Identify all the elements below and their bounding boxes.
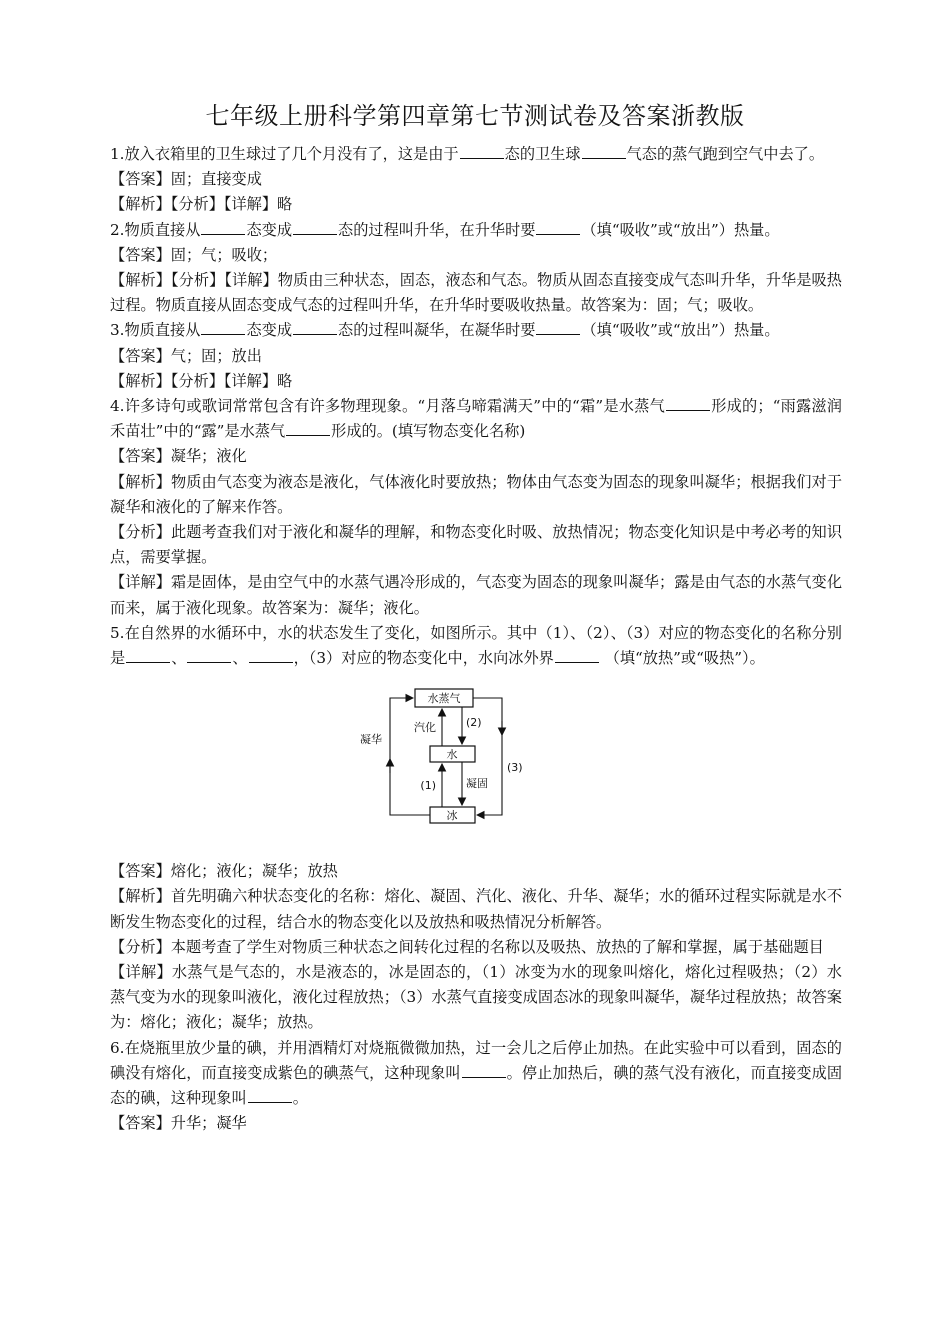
q5-answer: 【答案】熔化；液化；凝华；放热 — [110, 862, 338, 881]
q5-fenxi: 【分析】本题考查了学生对物质三种状态之间转化过程的名称以及吸热、放热的了解和掌握，属于基础题目 — [110, 937, 824, 956]
answer-blank — [462, 1062, 506, 1078]
q1-analysis: 【解析】【分析】【详解】略 — [110, 195, 293, 214]
q2-text: 态的过程叫升华，在升华时要 — [338, 220, 536, 239]
question-3 — [110, 318, 842, 343]
q6-text: 6.在烧瓶里放少量的碘，并用酒精灯对烧瓶微微加热，过一会儿之后停止加热。在此实验中可以看到，固态的碘没有熔化，而直接变成紫色的碘蒸气，这种现象叫 — [110, 1038, 842, 1082]
answer-blank — [460, 143, 504, 159]
q2-text: 2.物质直接从 — [110, 220, 201, 239]
water-cycle-figure — [350, 681, 580, 851]
answer-blank — [201, 219, 245, 235]
question-5 — [110, 621, 842, 671]
q6-text: 。 — [292, 1089, 308, 1108]
q1-text: 1.放入衣箱里的卫生球过了几个月没有了，这是由于 — [110, 145, 459, 163]
answer-blank — [187, 647, 231, 663]
q2-text: 态变成 — [246, 220, 292, 239]
vaporize-label: 汽化 — [414, 721, 436, 735]
q4-text: 形成的。(填写物态变化名称) — [331, 422, 526, 441]
question-6 — [110, 1036, 842, 1112]
answer-blank — [293, 219, 337, 235]
q2-analysis: 【解析】【分析】【详解】物质由三种状态，固态，液态和气态。物质从固态直接变成气态叫升华，升华是吸热过程。物质直接从固态变成气态的过程叫升华，在升华时要吸收热量。故答案为：固；气；吸收。 — [110, 271, 842, 315]
answer-blank — [249, 647, 293, 663]
answer-blank — [293, 319, 337, 335]
q1-answer: 【答案】固；直接变成 — [110, 170, 262, 189]
question-1 — [110, 142, 842, 167]
answer-blank — [126, 647, 170, 663]
q5-xiangjie: 【详解】水蒸气是气态的，水是液态的，冰是固态的，（1）冰变为水的现象叫熔化，熔化过程吸热；（2）水蒸气变为水的现象叫液化，液化过程放热；（3）水蒸气直接变成固态冰的现象叫凝华，凝华过程放热；故答案为：熔化；液化；凝华；放热。 — [110, 963, 842, 1032]
q4-jiexi: 【解析】物质由气态变为液态是液化，气体液化时要放热；物体由气态变为固态的现象叫凝华；根据我们对于凝华和液化的了解来作答。 — [110, 472, 842, 516]
answer-blank — [248, 1087, 292, 1103]
answer-blank — [536, 219, 580, 235]
q1-text: 态的卫生球 — [504, 145, 581, 163]
q2-text: （填“吸收”或“放出”）热量。 — [581, 220, 780, 239]
document-body — [110, 142, 842, 1137]
q4-fenxi: 【分析】此题考查我们对于液化和凝华的理解，和物态变化时吸、放热情况；物态变化知识是中考必考的知识点，需要掌握。 — [110, 523, 842, 567]
answer-blank — [536, 319, 580, 335]
page-title: 七年级上册科学第四章第七节测试卷及答案浙教版 — [205, 102, 745, 130]
question-4 — [110, 394, 842, 444]
deposit-label: 凝华 — [360, 733, 382, 747]
answer-blank — [201, 319, 245, 335]
q5-text: 、 — [232, 649, 248, 668]
label-1: (1) — [420, 779, 436, 793]
q5-text: （填“放热”或“吸热”）。 — [604, 649, 765, 668]
q5-text: 、 — [171, 649, 187, 668]
q4-xiangjie: 【详解】霜是固体，是由空气中的水蒸气遇冷形成的，气态变为固态的现象叫凝华；露是由气态的水蒸气变化而来，属于液化现象。故答案为：凝华；液化。 — [110, 573, 842, 617]
q6-answer: 【答案】升华；凝华 — [110, 1114, 247, 1133]
q5-text: 5.在自然界的水循环中，水的状态发生了变化，如图所示。其中（1）、（2）、（3）对应的物态变化的名称分别是 — [110, 623, 842, 668]
q4-text: 4.许多诗句或歌词常常包含有许多物理现象。“月落乌啼霜满天”中的“霜”是水蒸气 — [110, 397, 665, 416]
q5-jiexi: 【解析】首先明确六种状态变化的名称：熔化、凝固、汽化、液化、升华、凝华；水的循环过程实际就是水不断发生物态变化的过程，结合水的物态变化以及放热和吸热情况分析解答。 — [110, 887, 842, 931]
water-label: 水 — [446, 748, 458, 762]
answer-blank — [555, 647, 599, 663]
label-3: (3) — [507, 761, 523, 775]
answer-blank — [666, 395, 710, 411]
q4-answer: 【答案】凝华；液化 — [110, 447, 247, 466]
water-cycle-diagram — [110, 677, 842, 855]
q3-analysis: 【解析】【分析】【详解】略 — [110, 371, 293, 390]
q3-text: （填“吸收”或“放出”）热量。 — [581, 321, 780, 340]
label-2: (2) — [466, 716, 482, 730]
q1-text: 气态的蒸气跑到空气中去了。 — [626, 145, 824, 163]
answer-blank — [582, 143, 626, 159]
q4-text: 形成的；“雨露滋润禾苗壮”中的“露”是水蒸气 — [110, 397, 842, 441]
q3-text: 3.物质直接从 — [110, 321, 201, 340]
vapor-label: 水蒸气 — [427, 692, 461, 706]
question-2 — [110, 218, 842, 243]
q3-text: 态变成 — [246, 321, 292, 340]
freeze-label: 凝固 — [466, 777, 488, 791]
left-loop-arrow — [390, 698, 430, 815]
q5-text: ，（3）对应的物态变化中，水向冰外界 — [293, 649, 554, 668]
answer-blank — [286, 420, 330, 436]
q3-answer: 【答案】气；固；放出 — [110, 346, 262, 365]
q6-text: 。停止加热后，碘的蒸气没有液化，而直接变成固态的碘，这种现象叫 — [110, 1063, 843, 1108]
q2-answer: 【答案】固；气；吸收； — [110, 245, 278, 264]
q3-text: 态的过程叫凝华，在凝华时要 — [338, 321, 536, 340]
ice-label: 冰 — [446, 809, 458, 823]
